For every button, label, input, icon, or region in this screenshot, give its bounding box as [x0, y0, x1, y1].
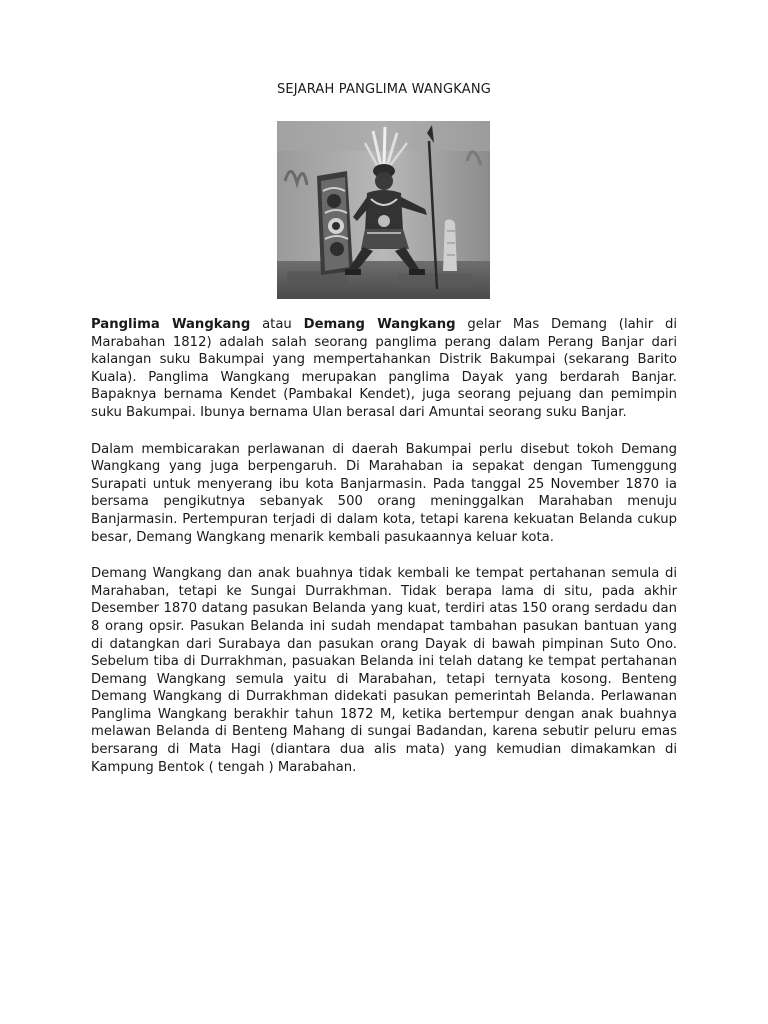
photo-illustration: [277, 121, 490, 299]
paragraph-intro: [91, 316, 677, 422]
bold-name-panglima: Panglima Wangkang: [91, 317, 251, 332]
shield-shape: [317, 171, 353, 275]
paragraph-intro-text: gelar Mas Demang (lahir di Marabahan 1812) adalah salah seorang panglima perang dalam Perang Banjar dari kalangan suku Bakumpai yang mempertahankan Distrik Bakumpai (sekarang Barito Kuala). Panglima Wangkang merupakan panglima Dayak yang berdarah Banjar. Bapaknya bernama Kendet (Pambakal Kendet), juga seorang pejuang dan pemimpin suku Bakumpai. Ibunya bernama Ulan berasal dari Amuntai seorang suku Banjar.: [91, 317, 678, 420]
document-title: SEJARAH PANGLIMA WANGKANG: [276, 82, 492, 97]
article-body: [91, 316, 677, 795]
paragraph-aftermath: Demang Wangkang dan anak buahnya tidak kembali ke tempat pertahanan semula di Marahaban, tetapi ke Sungai Durrakhman. Tidak berapa lama di situ, pada akhir Desember 1870 datang pasukan Belanda yang kuat, terdiri atas 150 orang serdadu dan 8 orang opsir. Pasukan Belanda ini sudah mendapat tambahan pasukan bantuan yang di datangkan dari Surabaya dan pasukan orang Dayak di bawah pimpinan Suto Ono. Sebelum tiba di Durrakhman, pasuakan Belanda ini telah datang ke tempat pertahanan Demang Wangkang semula yaitu di Marabahan, tetapi ternyata kosong. Benteng Demang Wangkang di Durrakhman didekati pasukan pemerintah Belanda. Perlawanan Panglima Wangkang berakhir tahun 1872 M, ketika bertempur dengan anak buahnya melawan Belanda di Benteng Mahang di sungai Badandan, karena sebutir peluru emas bersarang di Mata Hagi (diantara dua alis mata) yang kemudian dimakamkan di Kampung Bentok ( tengah ) Marabahan.: [91, 566, 677, 775]
connector-text: atau: [250, 317, 304, 332]
paragraph-battle: Dalam membicarakan perlawanan di daerah Bakumpai perlu disebut tokoh Demang Wangkang yang juga berpengaruh. Di Marahaban ia sepakat dengan Tumenggung Surapati untuk menyerang ibu kota Banjarmasin. Pada tanggal 25 November 1870 ia bersama pengikutnya sebanyak 500 orang meninggalkan Marahaban menuju Banjarmasin. Pertempuran terjadi di dalam kota, tetapi karena kekuatan Belanda cukup besar, Demang Wangkang menarik kembali pasukaannya keluar kota.: [91, 441, 677, 545]
bold-name-demang: Demang Wangkang: [303, 317, 456, 332]
warrior-portrait-photo: [277, 121, 490, 299]
